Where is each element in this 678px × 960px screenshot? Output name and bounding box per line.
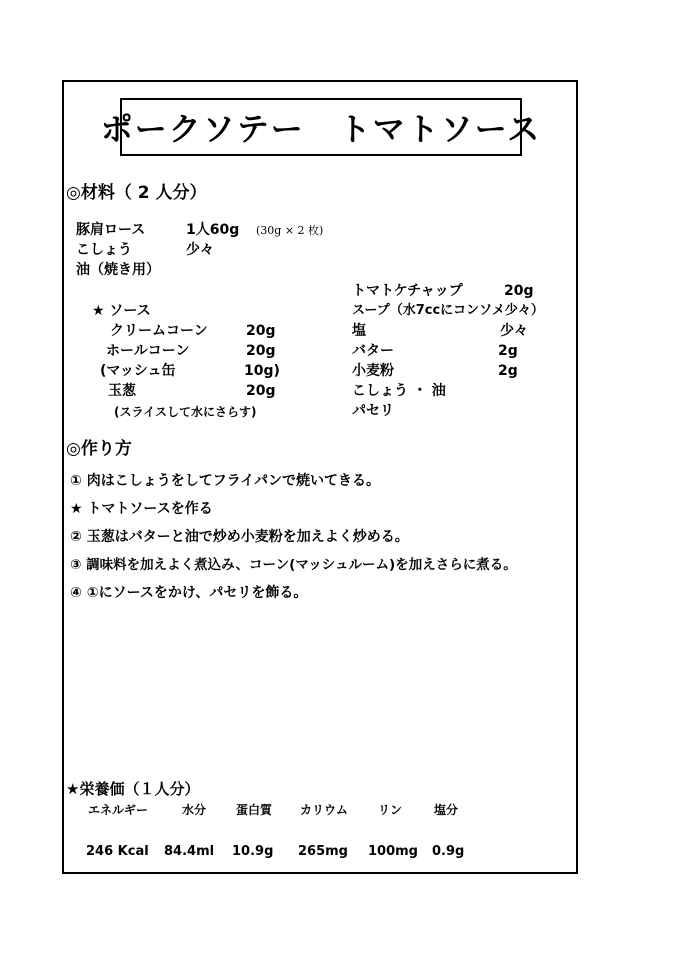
method-step: ② 玉葱はバターと油で炒め小麦粉を加えよく炒める。: [70, 529, 409, 545]
sauce-right-amount: 2g: [498, 363, 518, 379]
sauce-right-name: パセリ: [352, 403, 394, 419]
sauce-right-amount: 少々: [500, 323, 528, 339]
sauce-left-amount: 20g: [246, 383, 276, 399]
pepper-amount: 少々: [186, 242, 214, 258]
pork-name: 豚肩ロース: [76, 222, 146, 238]
nutrition-value: 10.9g: [232, 844, 274, 859]
sauce-right-amount: 2g: [498, 343, 518, 359]
sauce-left-amount: 20g: [246, 323, 276, 339]
nutrition-value: 265mg: [298, 844, 348, 859]
sauce-heading: ★ ソース: [92, 303, 151, 319]
sauce-left-name: (スライスして水にさらす): [114, 405, 257, 419]
pork-amount: 1人60g: [186, 222, 240, 238]
pork-note: (30g × 2 枚): [256, 224, 324, 237]
sauce-left-name: 玉葱: [108, 383, 136, 399]
method-step: ★ トマトソースを作る: [70, 501, 213, 517]
method-heading: ◎作り方: [66, 439, 132, 459]
nutrition-value: 246 Kcal: [86, 844, 149, 859]
sauce-left-amount: 20g: [246, 343, 276, 359]
method-step: ③ 調味料を加えよく煮込み、コーン(マッシュルーム)を加えさらに煮る。: [70, 557, 517, 573]
nutrition-value: 84.4ml: [164, 844, 215, 859]
sauce-right-amount: 20g: [504, 283, 534, 299]
nutrition-value: 0.9g: [432, 844, 465, 859]
nutrition-header: 塩分: [434, 803, 459, 817]
pepper-name: こしょう: [76, 242, 132, 258]
sauce-left-name: クリームコーン: [110, 323, 208, 339]
sauce-left-amount: 10g): [244, 363, 280, 379]
oil-name: 油（焼き用）: [76, 262, 160, 278]
nutrition-header: リン: [378, 803, 403, 817]
method-step: ① 肉はこしょうをしてフライパンで焼いてきる。: [70, 473, 381, 489]
nutrition-heading: ★栄養価（１人分）: [66, 780, 200, 798]
ingredients-heading: ◎材料（ 2 人分）: [66, 183, 207, 203]
nutrition-value: 100mg: [368, 844, 418, 859]
nutrition-header: 水分: [182, 803, 207, 817]
nutrition-header: 蛋白質: [236, 803, 273, 817]
nutrition-header: エネルギー: [88, 803, 149, 817]
sauce-left-name: ホールコーン: [106, 343, 190, 359]
sauce-right-name: 小麦粉: [352, 363, 394, 379]
sauce-right-name: スープ（水7ccにコンソメ少々）: [352, 303, 544, 318]
method-step: ④ ①にソースをかけ、パセリを飾る。: [70, 585, 308, 601]
sauce-left-name: (マッシュ缶: [100, 363, 176, 379]
nutrition-header: カリウム: [300, 803, 348, 817]
recipe-title: ポークソテー トマトソース: [120, 98, 522, 156]
sauce-right-name: こしょう ・ 油: [352, 383, 446, 399]
sauce-right-name: トマトケチャップ: [352, 283, 463, 299]
sauce-right-name: 塩: [352, 323, 366, 339]
sauce-right-name: バター: [352, 343, 394, 359]
